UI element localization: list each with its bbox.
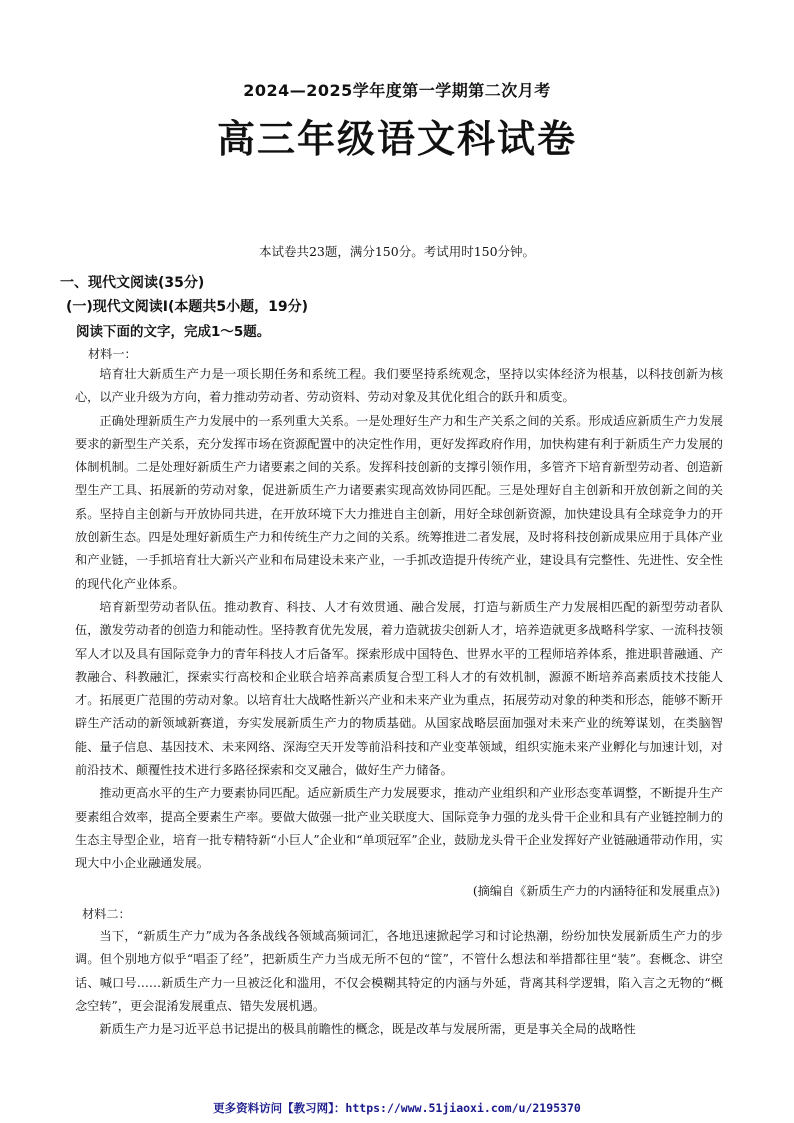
- material-1-paragraph: 正确处理新质生产力发展中的一系列重大关系。一是处理好生产力和生产关系之间的关系。形成适应新质生产力发展要求的新型生产关系，充分发挥市场在资源配置中的决定性作用，更好发挥政府作用，加快构建有利于新质生产力发展的体制机制。二是处理好新质生产力诸要素之间的关系。发挥科技创新的支撑引领作用，多管齐下培育新型劳动者、创造新型生产工具、拓展新的劳动对象，促进新质生产力诸要素实现高效协同匹配。三是处理好自主创新和开放创新之间的关系。坚持自主创新与开放协同共进，在开放环境下大力推进自主创新，用好全球创新资源，加快建设具有全球竞争力的开放创新生态。四是处理好新质生产力和传统生产力之间的关系。统筹推进二者发展，及时将科技创新成果应用于具体产业和产业链，一手抓培育壮大新兴产业和布局建设未来产业，一手抓改造提升传统产业，建设具有完整性、先进性、安全性的现代化产业体系。: [75, 413, 723, 591]
- exam-year-heading: 2024—2025学年度第一学期第二次月考: [243, 81, 551, 100]
- exam-title: 高三年级语文科试卷: [216, 116, 577, 161]
- material-1-paragraph: 推动更高水平的生产力要素协同匹配。适应新质生产力发展要求，推动产业组织和产业形态变革调整，不断提升生产要素组合效率，提高全要素生产率。要做大做强一批产业关联度大、国际竞争力强的龙头骨干企业和具有产业链控制力的生态主导型企业，培育一批专精特新“小巨人”企业和“单项冠军”企业，鼓励龙头骨干企业发挥好产业链融通带动作用，实现大中小企业融通发展。: [75, 786, 723, 871]
- footer-link[interactable]: 更多资料访问【教习网】：https://www.51jiaoxi.com/u/2195370: [213, 1101, 581, 1115]
- material-2-paragraph: 当下，“新质生产力”成为各条战线各领域高频词汇，各地迅速掀起学习和讨论热潮，纷纷加快发展新质生产力的步调。但个别地方似乎“唱歪了经”，把新质生产力当成无所不包的“筐”，不管什么想法和举措都往里“装”。套概念、讲空话、喊口号……新质生产力一旦被泛化和滥用，不仅会模糊其特定的内涵与外延，背离其科学逻辑，陷入言之无物的“概念空转”，更会混淆发展重点、错失发展机遇。: [75, 929, 723, 1013]
- material-2-label: 材料二：: [82, 907, 131, 921]
- material-2-body: [75, 925, 723, 1041]
- section-heading: 一、现代文阅读(35分): [60, 275, 205, 291]
- reading-instruction: 阅读下面的文字，完成1～5题。: [76, 324, 271, 340]
- material-1-label: 材料一：: [88, 347, 137, 361]
- subsection-heading: (一)现代文阅读Ⅰ(本题共5小题，19分): [66, 299, 309, 315]
- material-2-paragraph: 新质生产力是习近平总书记提出的极具前瞻性的概念，既是改革与发展所需，更是事关全局的战略性: [99, 1022, 636, 1037]
- material-1-citation: (摘编自《新质生产力的内涵特征和发展重点》): [472, 884, 720, 898]
- material-1-paragraph: 培育壮大新质生产力是一项长期任务和系统工程。我们要坚持系统观念，坚持以实体经济为根基，以科技创新为核心，以产业升级为方向，着力推动劳动者、劳动资料、劳动对象及其优化组合的跃升和质变。: [75, 367, 723, 405]
- material-1-body: [75, 363, 723, 876]
- exam-info: 本试卷共23题，满分150分。考试用时150分钟。: [258, 244, 536, 259]
- material-1-paragraph: 培育新型劳动者队伍。推动教育、科技、人才有效贯通、融合发展，打造与新质生产力发展相匹配的新型劳动者队伍，激发劳动者的创造力和能动性。坚持教育优先发展，着力造就拔尖创新人才，培养造就更多战略科学家、一流科技领军人才以及具有国际竞争力的青年科技人才后备军。探索形成中国特色、世界水平的工程师培养体系，推进职普融通、产教融合、科教融汇，探索实行高校和企业联合培养高素质复合型工科人才的有效机制，源源不断培养高素质技术技能人才。拓展更广范围的劳动对象。以培育壮大战略性新兴产业和未来产业为重点，拓展劳动对象的种类和形态，能够不断开辟生产活动的新领域新赛道，夯实发展新质生产力的物质基础。从国家战略层面加强对未来产业的统筹谋划，在类脑智能、量子信息、基因技术、未来网络、深海空天开发等前沿科技和产业变革领域，组织实施未来产业孵化与加速计划，对前沿技术、颠覆性技术进行多路径探索和交叉融合，做好生产力储备。: [75, 599, 723, 778]
